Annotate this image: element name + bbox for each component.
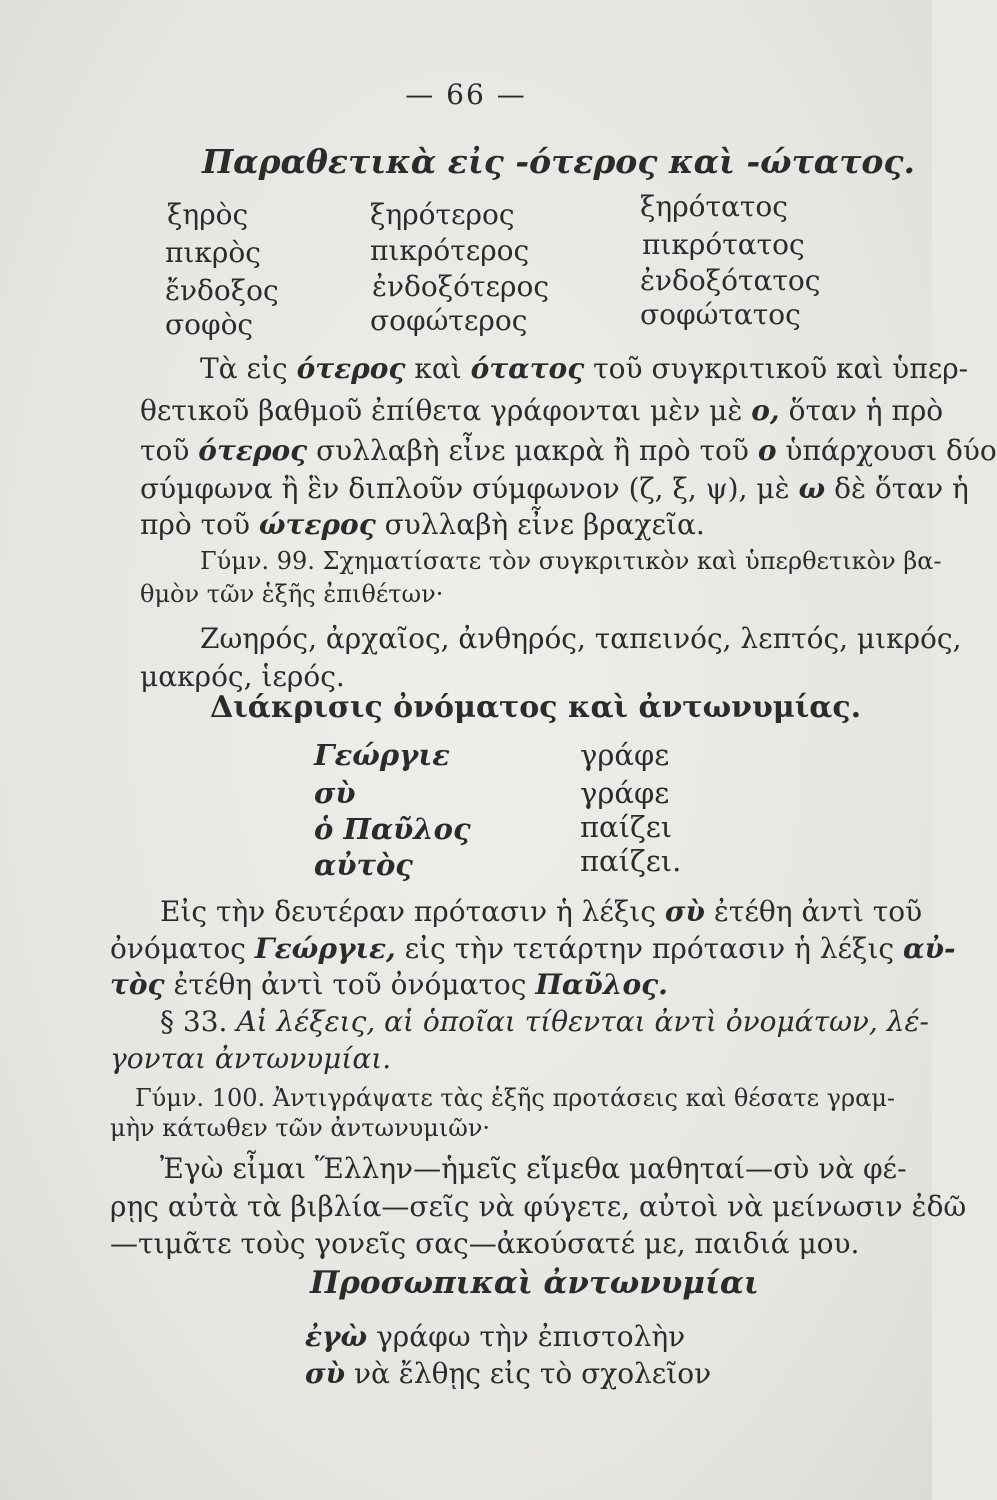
- table-cell: σοφὸς: [165, 308, 254, 341]
- adjectives-line: μακρός, ἱερός.: [140, 660, 345, 693]
- table-cell: αὐτὸς: [314, 848, 413, 882]
- table-cell: Γεώργιε: [314, 738, 450, 772]
- table-cell: σοφώτερος: [370, 304, 528, 337]
- table-cell: πικρότερος: [370, 234, 530, 267]
- definition-line: § 33. Αἱ λέξεις, αἱ ὁποῖαι τίθενται ἀντὶ ὀνομάτων, λέ-: [160, 1005, 929, 1038]
- section-heading-comparatives: Παραθετικὰ εἰς -ότερος καὶ -ώτατος.: [202, 142, 915, 181]
- sentence-line: Ἐγὼ εἶμαι Ἕλλην—ἡμεῖς εἴμεθα μαθηταί—σὺ νὰ φέ-: [160, 1152, 907, 1185]
- table-cell: πικρὸς: [165, 236, 261, 269]
- rule-line: σύμφωνα ἢ ἓν διπλοῦν σύμφωνον (ζ, ξ, ψ), μὲ ω δὲ ὅταν ἡ: [140, 472, 969, 505]
- rule-line: Τὰ εἰς ότερος καὶ ότατος τοῦ συγκριτικοῦ καὶ ὑπερ-: [200, 352, 969, 385]
- table-cell: παίζει: [580, 810, 673, 844]
- exercise-99-line: θμὸν τῶν ἑξῆς ἐπιθέτων·: [140, 580, 444, 608]
- table-cell: ὁ Παῦλος: [314, 812, 471, 846]
- table-cell: γράφε: [580, 738, 670, 772]
- table-cell: ξηρὸς: [167, 198, 249, 231]
- exercise-100-line: μὴν κάτωθεν τῶν ἀντωνυμιῶν·: [110, 1114, 491, 1142]
- example-line: ἐγὼ γράφω τὴν ἐπιστολὴν: [305, 1320, 686, 1353]
- table-cell: ἔνδοξος: [165, 274, 279, 307]
- definition-line: γονται ἀντωνυμίαι.: [110, 1042, 392, 1075]
- table-cell: ξηρότατος: [640, 190, 788, 223]
- section-heading-personal-pronouns: Προσωπικαὶ ἀντωνυμίαι: [310, 1265, 759, 1301]
- table-cell: ἐνδοξότερος: [372, 270, 550, 303]
- rule-line: πρὸ τοῦ ώτερος συλλαβὴ εἶνε βραχεῖα.: [140, 508, 705, 541]
- explanation-line: ὀνόματος Γεώργιε, εἰς τὴν τετάρτην πρότασιν ἡ λέξις αὐ-: [110, 932, 956, 965]
- exercise-99-line: Γύμν. 99. Σχηματίσατε τὸν συγκριτικὸν καὶ ὑπερθετικὸν βα-: [200, 547, 942, 575]
- table-cell: παίζει.: [580, 844, 682, 878]
- rule-line: θετικοῦ βαθμοῦ ἐπίθετα γράφονται μὲν μὲ ο, ὅταν ἡ πρὸ: [140, 394, 944, 427]
- sentence-line: —τιμᾶτε τοὺς γονεῖς σας—ἀκούσατέ με, παιδιά μου.: [110, 1227, 860, 1260]
- table-cell: σὺ: [314, 776, 356, 810]
- sentence-line: ρῃς αὐτὰ τὰ βιβλία—σεῖς νὰ φύγετε, αὐτοὶ νὰ μείνωσιν ἐδῶ: [110, 1190, 967, 1223]
- page-number: — 66 —: [405, 78, 527, 111]
- section-heading-noun-pronoun: Διάκρισις ὀνόματος καὶ ἀντωνυμίας.: [210, 690, 862, 725]
- table-cell: ξηρότερος: [370, 198, 515, 231]
- table-cell: σοφώτατος: [640, 298, 801, 331]
- adjectives-line: Ζωηρός, ἀρχαῖος, ἀνθηρός, ταπεινός, λεπτός, μικρός,: [200, 622, 962, 655]
- rule-line: τοῦ ότερος συλλαβὴ εἶνε μακρὰ ἢ πρὸ τοῦ ο ὑπάρχουσι δύο: [140, 434, 997, 467]
- explanation-line: Εἰς τὴν δευτέραν πρότασιν ἡ λέξις σὺ ἐτέθη ἀντὶ τοῦ: [160, 895, 923, 928]
- explanation-line: τὸς ἐτέθη ἀντὶ τοῦ ὀνόματος Παῦλος.: [110, 968, 668, 1001]
- table-cell: πικρότατος: [642, 228, 805, 261]
- table-cell: ἐνδοξότατος: [640, 264, 821, 297]
- table-cell: γράφε: [580, 776, 670, 810]
- exercise-100-line: Γύμν. 100. Ἀντιγράψατε τὰς ἑξῆς προτάσεις καὶ θέσατε γραμ-: [135, 1084, 896, 1112]
- example-line: σὺ νὰ ἔλθῃς εἰς τὸ σχολεῖον: [305, 1357, 712, 1390]
